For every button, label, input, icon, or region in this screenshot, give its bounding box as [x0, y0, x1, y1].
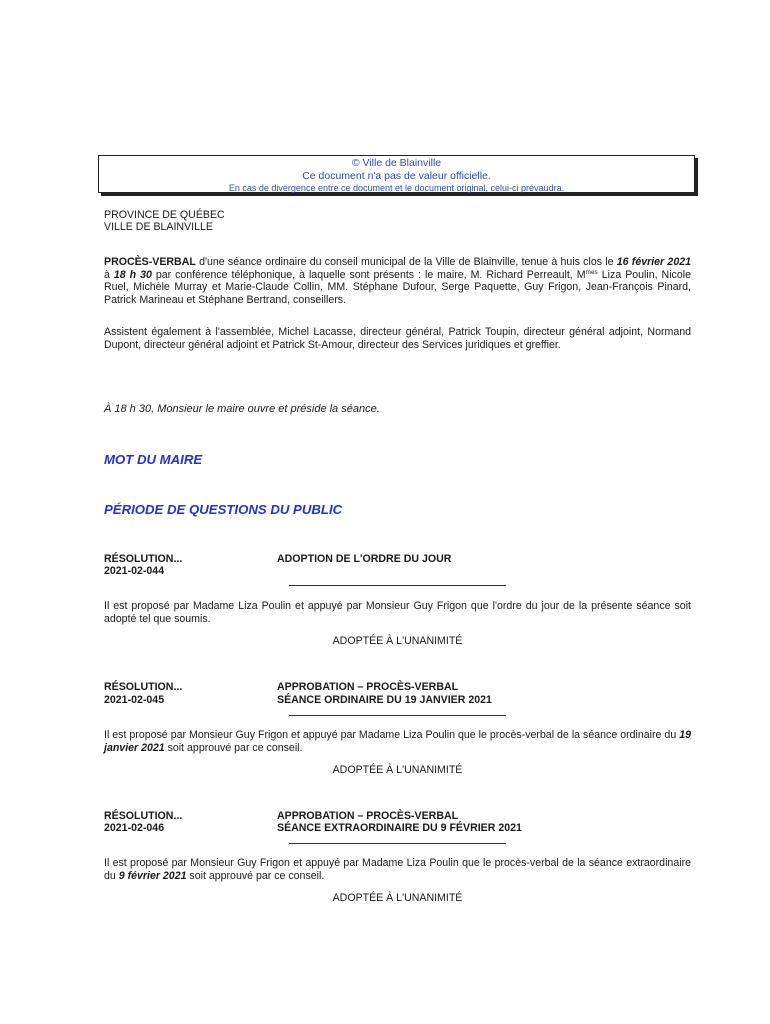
meeting-date: 16 février 2021	[616, 256, 691, 268]
resolution-body: Il est proposé par Monsieur Guy Frigon et appuyé par Madame Liza Poulin que le procès-verbal de la séance ordinaire du 19 janvier 2021 soit approuvé par ce conseil.	[104, 729, 691, 754]
resolution-label: RÉSOLUTION...	[104, 810, 183, 822]
heading-mot-du-maire: MOT DU MAIRE	[104, 452, 203, 467]
resolution-status: ADOPTÉE À L'UNANIMITÉ	[332, 764, 463, 776]
title-underline	[289, 843, 506, 844]
proces-verbal-label: PROCÈS-VERBAL	[104, 256, 196, 268]
resolution-body: Il est proposé par Madame Liza Poulin et appuyé par Monsieur Guy Frigon que l'ordre du jour de la présente séance soit adopté tel que soumis.	[104, 600, 691, 625]
attendance-paragraph: Assistent également à l'assemblée, Michel Lacasse, directeur général, Patrick Toupin, directeur général adjoint, Normand Dupont, directeur général adjoint et Patrick St-Amour, directeur des Services juridiques et greffier.	[104, 326, 691, 351]
heading-periode-questions: PÉRIODE DE QUESTIONS DU PUBLIC	[104, 502, 343, 517]
resolution-number: 2021-02-045	[104, 694, 165, 706]
resolution-number: 2021-02-044	[104, 565, 165, 577]
opening-statement: À 18 h 30, Monsieur le maire ouvre et préside la séance.	[104, 403, 380, 415]
resolution-title: APPROBATION – PROCÈS-VERBAL	[277, 810, 459, 822]
referenced-date: 19 janvier 2021	[104, 729, 691, 754]
resolution-label: RÉSOLUTION...	[104, 553, 183, 565]
meeting-time: 18 h 30	[113, 268, 152, 281]
ville-line: VILLE DE BLAINVILLE	[104, 221, 213, 233]
resolution-body: Il est proposé par Monsieur Guy Frigon et appuyé par Madame Liza Poulin que le procès-verbal de la séance extraordinaire du 9 février 2021 soit approuvé par ce conseil.	[104, 857, 691, 882]
disclaimer-no-value: Ce document n'a pas de valeur officielle.	[302, 169, 491, 182]
resolution-status: ADOPTÉE À L'UNANIMITÉ	[332, 635, 463, 647]
resolution-subtitle: SÉANCE EXTRAORDINAIRE DU 9 FÉVRIER 2021	[277, 822, 522, 834]
disclaimer-divergence: En cas de divergence entre ce document et le document original, celui-ci prévaudra.	[228, 183, 565, 193]
resolution-subtitle: SÉANCE ORDINAIRE DU 19 JANVIER 2021	[277, 694, 492, 706]
title-underline	[289, 715, 506, 716]
referenced-date: 9 février 2021	[118, 869, 187, 882]
resolution-status: ADOPTÉE À L'UNANIMITÉ	[332, 892, 463, 904]
title-underline	[289, 585, 506, 586]
resolution-label: RÉSOLUTION...	[104, 681, 183, 693]
resolution-number: 2021-02-046	[104, 822, 165, 834]
intro-paragraph: PROCÈS-VERBAL d'une séance ordinaire du conseil municipal de la Ville de Blainville, tenue à huis clos le 16 février 2021 à 18 h 30 par conférence téléphonique, à laquelle sont présents : le maire, M. Richard Perreault, $M^{mes}$ Liza Poulin, Nicole Ruel, Michèle Murray et Marie-Claude Collin, MM. Stéphane Dufour, Serge Paquette, Guy Frigon, Jean-François Pinard, Patrick Marineau et Stéphane Bertrand, conseillers.	[104, 256, 691, 306]
disclaimer-box	[98, 155, 695, 193]
resolution-title: APPROBATION – PROCÈS-VERBAL	[277, 681, 459, 693]
disclaimer-copyright: © Ville de Blainville	[351, 157, 442, 169]
province-line: PROVINCE DE QUÉBEC	[104, 209, 225, 221]
resolution-title: ADOPTION DE L'ORDRE DU JOUR	[277, 553, 452, 565]
